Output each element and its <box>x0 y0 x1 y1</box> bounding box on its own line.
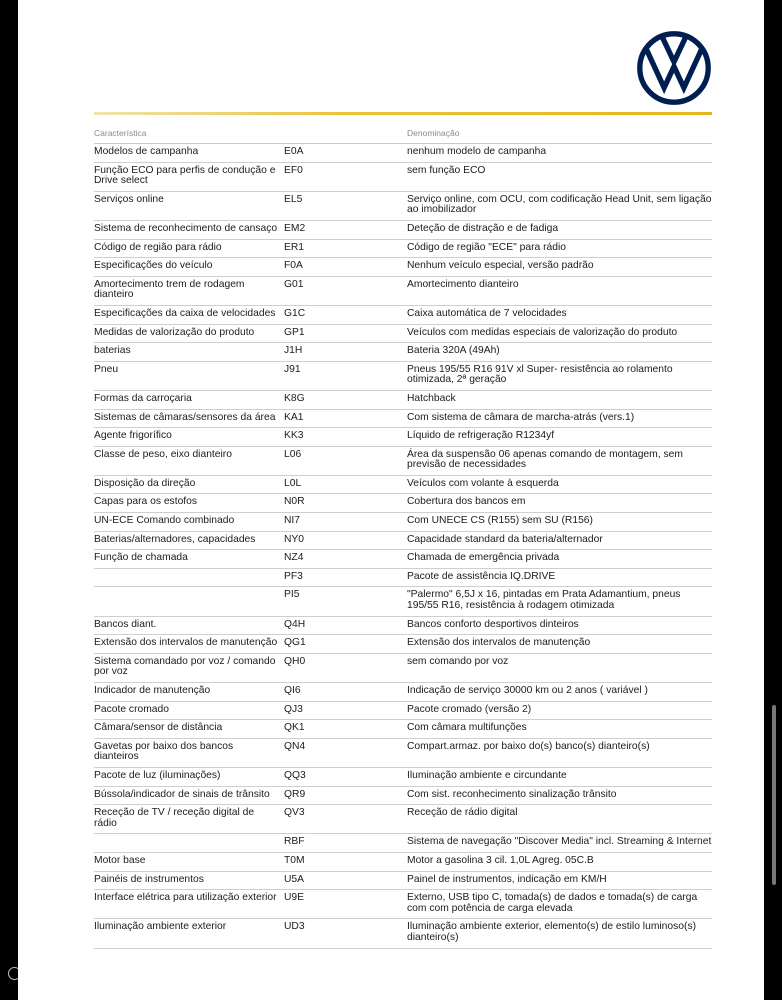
row-name: Serviços online <box>94 193 164 205</box>
table-row <box>94 428 712 447</box>
table-header <box>94 128 712 144</box>
row-description: Bateria 320A (49Ah) <box>407 345 500 357</box>
row-code: QK1 <box>284 722 305 734</box>
row-code: K8G <box>284 392 305 404</box>
row-name: Gavetas por baixo dos bancos dianteiros <box>94 740 234 763</box>
row-name: Interface elétrica para utilização exterior <box>94 892 277 904</box>
row-name: Modelos de campanha <box>94 146 199 157</box>
table-row <box>94 410 712 429</box>
row-description: Iluminação ambiente e circundante <box>407 769 567 781</box>
table-row <box>94 805 712 834</box>
row-code: J1H <box>284 345 303 357</box>
row-description: Pacote de assistência IQ.DRIVE <box>407 570 556 582</box>
table-row <box>94 240 712 259</box>
specs-table <box>94 128 712 949</box>
table-row <box>94 787 712 806</box>
row-description: Com sistema de câmara de marcha-atrás (vers.1) <box>407 411 635 423</box>
row-code: N0R <box>284 496 305 508</box>
row-name: Agente frigorífico <box>94 430 172 442</box>
table-row <box>94 919 712 948</box>
row-description: Chamada de emergência privada <box>407 552 560 564</box>
table-row <box>94 720 712 739</box>
row-code: KK3 <box>284 430 304 442</box>
table-row <box>94 163 712 192</box>
row-code: EF0 <box>284 164 303 176</box>
row-name: Extensão dos intervalos de manutenção <box>94 637 278 649</box>
row-name: Iluminação ambiente exterior <box>94 921 227 933</box>
row-name: Pneu <box>94 363 119 375</box>
row-code: QR9 <box>284 788 306 800</box>
row-code: EL5 <box>284 193 303 205</box>
table-row <box>94 221 712 240</box>
row-description: Amortecimento dianteiro <box>407 278 519 290</box>
row-code: NY0 <box>284 533 305 545</box>
table-row <box>94 587 712 616</box>
row-name: Pacote cromado <box>94 703 169 715</box>
table-row <box>94 683 712 702</box>
table-body <box>94 144 712 949</box>
row-description: Veículos com volante à esquerda <box>407 477 559 489</box>
row-description: "Palermo" 6,5J x 16, pintadas em Prata Adamantium, pneus 195/55 R16, resistência à rodagem otimizada <box>407 589 681 612</box>
table-row <box>94 654 712 683</box>
row-code: QN4 <box>284 740 306 752</box>
row-code: ER1 <box>284 241 305 253</box>
document-page <box>18 0 764 1000</box>
row-name: baterias <box>94 345 131 357</box>
row-description: sem função ECO <box>407 164 486 176</box>
row-name: Função ECO para perfis de condução e Drive select <box>94 164 276 187</box>
row-name: Medidas de valorização do produto <box>94 326 255 338</box>
row-description: Capacidade standard da bateria/alternador <box>407 533 603 545</box>
row-name: Sistema de reconhecimento de cansaço <box>94 222 278 234</box>
row-description: Veículos com medidas especiais de valorização do produto <box>407 326 678 338</box>
row-code: NI7 <box>284 515 301 527</box>
row-name: Formas da carroçaria <box>94 392 192 404</box>
row-description: Serviço online, com OCU, com codificação Head Unit, sem ligação ao imobilizador <box>407 193 712 216</box>
row-description: Sistema de navegação "Discover Media" incl. Streaming & Internet <box>407 836 712 848</box>
table-row <box>94 768 712 787</box>
row-description: Receção de rádio digital <box>407 807 518 819</box>
row-name: UN-ECE Comando combinado <box>94 515 235 527</box>
row-code: Q4H <box>284 618 306 630</box>
row-description: Pacote cromado (versão 2) <box>407 703 532 715</box>
table-row <box>94 325 712 344</box>
row-description: Painel de instrumentos, indicação em KM/H <box>407 873 607 885</box>
row-name: Câmara/sensor de distância <box>94 722 223 734</box>
row-description: Com UNECE CS (R155) sem SU (R156) <box>407 515 593 527</box>
row-name: Sistemas de câmaras/sensores da área <box>94 411 276 423</box>
table-row <box>94 476 712 495</box>
row-code: PI5 <box>284 589 300 601</box>
row-description: Indicação de serviço 30000 km ou 2 anos ( variável ) <box>407 685 648 696</box>
row-code: GP1 <box>284 326 305 338</box>
row-code: QI6 <box>284 685 301 696</box>
table-row <box>94 192 712 221</box>
row-description: Com sist. reconhecimento sinalização trânsito <box>407 788 617 800</box>
row-name: Sistema comandado por voz / comando por voz <box>94 655 276 678</box>
row-description: Compart.armaz. por baixo do(s) banco(s) dianteiro(s) <box>407 740 650 752</box>
row-description: Iluminação ambiente exterior, elemento(s) de estilo luminoso(s) dianteiro(s) <box>407 921 697 943</box>
row-description: Área da suspensão 06 apenas comando de montagem, sem previsão de necessidades <box>407 448 683 471</box>
standvirtual-logo-icon <box>8 967 21 980</box>
row-description: Deteção de distração e de fadiga <box>407 222 559 234</box>
scrollbar[interactable] <box>772 705 776 885</box>
row-code: QG1 <box>284 637 306 649</box>
row-description: Cobertura dos bancos em <box>407 496 526 508</box>
table-row <box>94 343 712 362</box>
table-row <box>94 258 712 277</box>
row-code: G01 <box>284 278 304 290</box>
row-code: J91 <box>284 363 301 375</box>
table-row <box>94 853 712 872</box>
row-name: Painéis de instrumentos <box>94 873 204 885</box>
row-code: G1C <box>284 307 306 319</box>
row-code: NZ4 <box>284 552 304 564</box>
volkswagen-logo-icon <box>636 30 712 106</box>
row-description: Líquido de refrigeração R1234yf <box>407 430 555 442</box>
row-description: Com câmara multifunções <box>407 722 527 734</box>
row-description: Hatchback <box>407 392 456 404</box>
row-description: nenhum modelo de campanha <box>407 146 547 157</box>
header-denominacao: Denominação <box>407 128 460 138</box>
table-row <box>94 834 712 853</box>
row-name: Pacote de luz (iluminações) <box>94 769 221 781</box>
row-code: T0M <box>284 854 305 866</box>
header-divider <box>94 112 712 115</box>
row-name: Amortecimento trem de rodagem dianteiro <box>94 278 245 301</box>
row-description: sem comando por voz <box>407 655 509 667</box>
row-name: Indicador de manutenção <box>94 685 211 696</box>
header-caracteristica: Característica <box>94 128 147 138</box>
table-row <box>94 702 712 721</box>
table-row <box>94 635 712 654</box>
row-code: KA1 <box>284 411 304 423</box>
table-row <box>94 739 712 768</box>
table-row <box>94 391 712 410</box>
row-name: Código de região para rádio <box>94 241 222 253</box>
row-code: QJ3 <box>284 703 303 715</box>
table-row <box>94 550 712 569</box>
table-row <box>94 890 712 919</box>
row-name: Receção de TV / receção digital de rádio <box>94 807 255 829</box>
row-description: Nenhum veículo especial, versão padrão <box>407 260 594 272</box>
table-row <box>94 532 712 551</box>
row-code: U5A <box>284 873 305 885</box>
table-row <box>94 513 712 532</box>
table-row <box>94 306 712 325</box>
row-name: Especificações da caixa de velocidades <box>94 307 276 319</box>
row-description: Código de região "ECE" para rádio <box>407 241 566 253</box>
row-description: Extensão dos intervalos de manutenção <box>407 637 591 649</box>
row-description: Externo, USB tipo C, tomada(s) de dados e tomada(s) de carga com com potência de carga elevada <box>407 892 698 914</box>
row-code: U9E <box>284 892 305 904</box>
row-name: Capas para os estofos <box>94 496 198 508</box>
table-row <box>94 617 712 636</box>
row-name: Motor base <box>94 854 146 866</box>
row-name: Classe de peso, eixo dianteiro <box>94 448 232 460</box>
table-row <box>94 569 712 588</box>
row-code: F0A <box>284 260 303 272</box>
row-description: Caixa automática de 7 velocidades <box>407 307 567 319</box>
row-code: E0A <box>284 146 304 157</box>
row-description: Bancos conforto desportivos dinteiros <box>407 618 579 630</box>
row-code: QQ3 <box>284 769 306 781</box>
table-row <box>94 872 712 891</box>
row-code: EM2 <box>284 222 306 234</box>
watermark-text: STANDVIRTUAL <box>25 966 129 981</box>
row-code: L0L <box>284 477 302 489</box>
row-code: QV3 <box>284 807 305 819</box>
table-row <box>94 277 712 306</box>
row-name: Especificações do veículo <box>94 260 213 272</box>
watermark <box>8 966 129 981</box>
row-name: Bancos diant. <box>94 618 157 630</box>
row-name: Função de chamada <box>94 552 188 564</box>
row-name: Disposição da direção <box>94 477 196 489</box>
table-row <box>94 447 712 476</box>
table-row <box>94 362 712 391</box>
table-row <box>94 494 712 513</box>
row-code: PF3 <box>284 570 303 582</box>
row-name: Bússola/indicador de sinais de trânsito <box>94 788 270 800</box>
table-row <box>94 144 712 163</box>
row-code: RBF <box>284 836 305 848</box>
row-code: QH0 <box>284 655 306 667</box>
row-code: UD3 <box>284 921 305 933</box>
row-name: Baterias/alternadores, capacidades <box>94 533 256 545</box>
row-description: Pneus 195/55 R16 91V xl Super- resistência ao rolamento otimizada, 2ª geração <box>407 363 673 386</box>
row-description: Motor a gasolina 3 cil. 1,0L Agreg. 05C.B <box>407 854 594 866</box>
row-code: L06 <box>284 448 302 460</box>
